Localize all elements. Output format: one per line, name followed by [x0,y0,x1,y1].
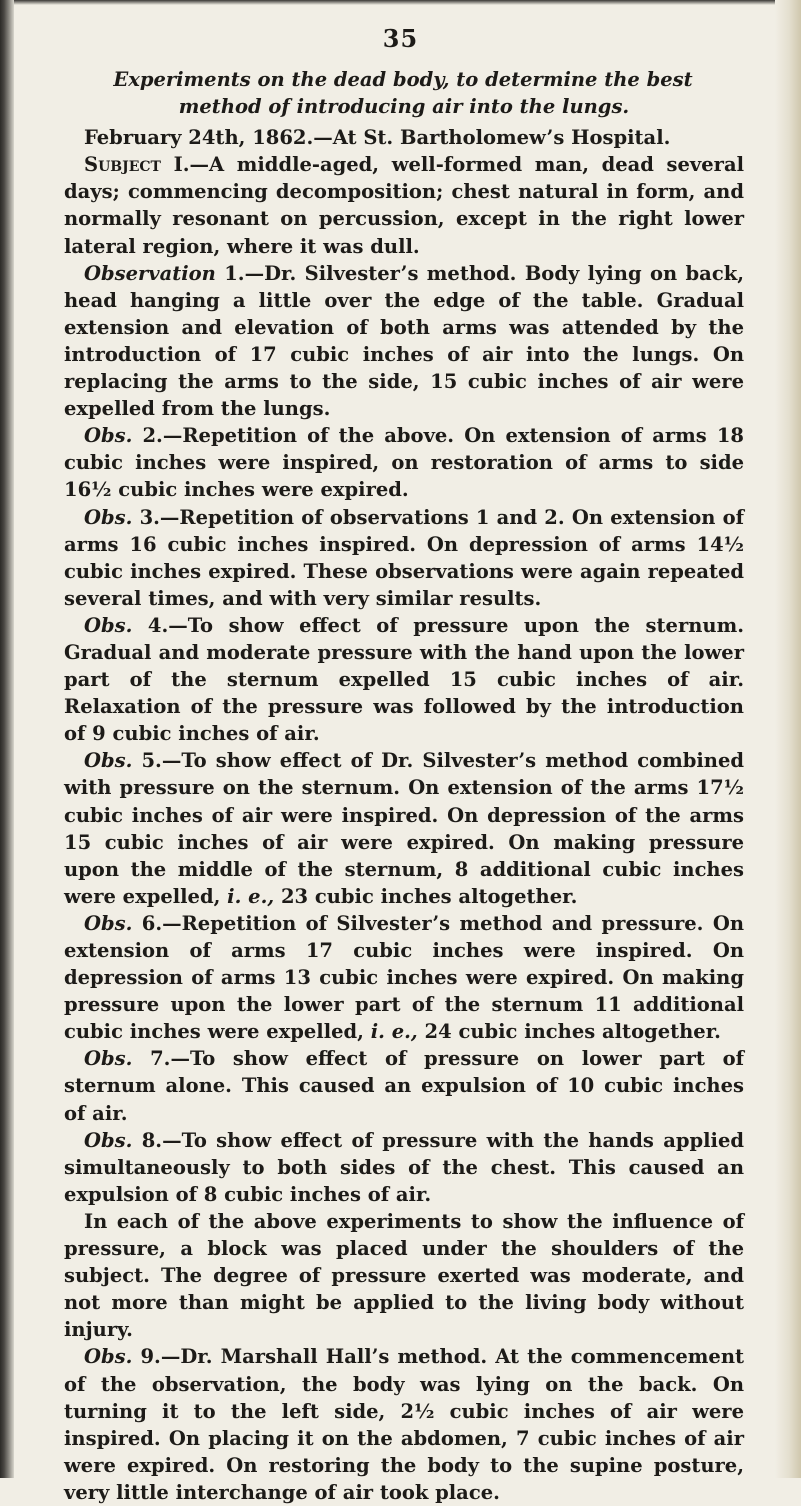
observation-text: 8.—To show effect of pressure with the hands applied simultaneously to both sides of the chest. This caused an expulsion of 8 cubic inches of air. [64,1128,744,1206]
observation-3 [64,504,744,612]
observation-label: Obs. [84,749,133,773]
general-note: In each of the above experiments to show the influence of pressure, a block was placed under the shoulders of the subject. The degree of pressure exerted was moderate, and not more than might be applied to the living body without injury. [64,1209,744,1342]
observation-label: Obs. [84,1128,133,1152]
observation-text: 2.—Repetition of the above. On extension of arms 18 cubic inches were inspired, on restoration of arms to side 16½ cubic inches were expired. [64,424,744,502]
observation-text: 6.—Repetition of Silvester’s method and pressure. On extension of arms 17 cubic inches were inspired. On depression of arms 13 cubic inches were expired. On making pressure upon the lower part of the sternum 11 additional cubic inches were expelled, [64,911,744,1044]
observation-6 [64,910,744,1045]
observation-2 [64,422,744,503]
observation-1 [64,260,744,423]
observation-text-end: 23 cubic inches altogether. [274,884,578,908]
page-number: 35 [382,24,419,53]
observation-label: Observation [84,261,216,285]
section-title-text: Experiments on the dead body, to determine the best method of introducing air into the lungs. [113,68,693,119]
observation-label: Obs. [84,505,133,529]
section-title [64,66,744,120]
observation-label: Obs. [84,1047,133,1071]
observation-text-end: 24 cubic inches altogether. [417,1020,721,1044]
subject-label: Subject [84,153,161,177]
observation-text: 3.—Repetition of observations 1 and 2. On extension of arms 16 cubic inches inspired. On depression of arms 14½ cubic inches expired. These observations were again repeated several times, and with very similar results. [64,505,744,610]
subject-text: I.—A middle-aged, well-formed man, dead several days; commencing decomposition; chest natural in form, and normally resonant on percussion, except in the right lower lateral region, where it was dull. [64,153,744,258]
subject-paragraph [64,151,744,259]
top-edge-shadow [0,0,801,5]
observation-label: Obs. [84,911,133,935]
ie-abbreviation: i. e., [227,884,275,908]
binding-edge-shadow [0,0,14,1478]
observation-4 [64,612,744,747]
observation-9 [64,1343,744,1506]
observation-5 [64,747,744,910]
observation-text: 9.—Dr. Marshall Hall’s method. At the commencement of the observation, the body was lying on the back. On turning it to the left side, 2½ cubic inches of air were inspired. On placing it on the abdomen, 7 cubic inches of air were expired. On restoring the body to the supine posture, very little interchange of air took place. [64,1345,744,1504]
observation-7 [64,1045,744,1126]
observation-label: Obs. [84,424,133,448]
page-body [64,66,744,1506]
page-edge-stain [775,0,801,1478]
observation-8 [64,1127,744,1208]
observation-label: Obs. [84,1345,133,1369]
observation-text: 1.—Dr. Silvester’s method. Body lying on back, head hanging a little over the edge of the table. Gradual extension and elevation of both arms was attended by the introduction of 17 cubic inches of air into the lungs. On replacing the arms to the side, 15 cubic inches of air were expelled from the lungs. [64,261,744,421]
observation-text: 4.—To show effect of pressure upon the sternum. Gradual and moderate pressure with the hand upon the lower part of the sternum expelled 15 cubic inches of air. Relaxation of the pressure was followed by the introduction of 9 cubic inches of air. [64,613,744,746]
observation-label: Obs. [84,613,133,637]
observation-text: 7.—To show effect of pressure on lower part of sternum alone. This caused an expulsion of 10 cubic inches of air. [64,1047,744,1125]
observation-text: 5.—To show effect of Dr. Silvester’s method combined with pressure on the sternum. On extension of the arms 17½ cubic inches of air were inspired. On depression of the arms 15 cubic inches of air were expired. On making pressure upon the middle of the sternum, 8 additional cubic inches were expelled, [64,749,744,908]
ie-abbreviation: i. e., [370,1020,418,1044]
date-line: February 24th, 1862.—At St. Bartholomew’s Hospital. [84,126,671,150]
